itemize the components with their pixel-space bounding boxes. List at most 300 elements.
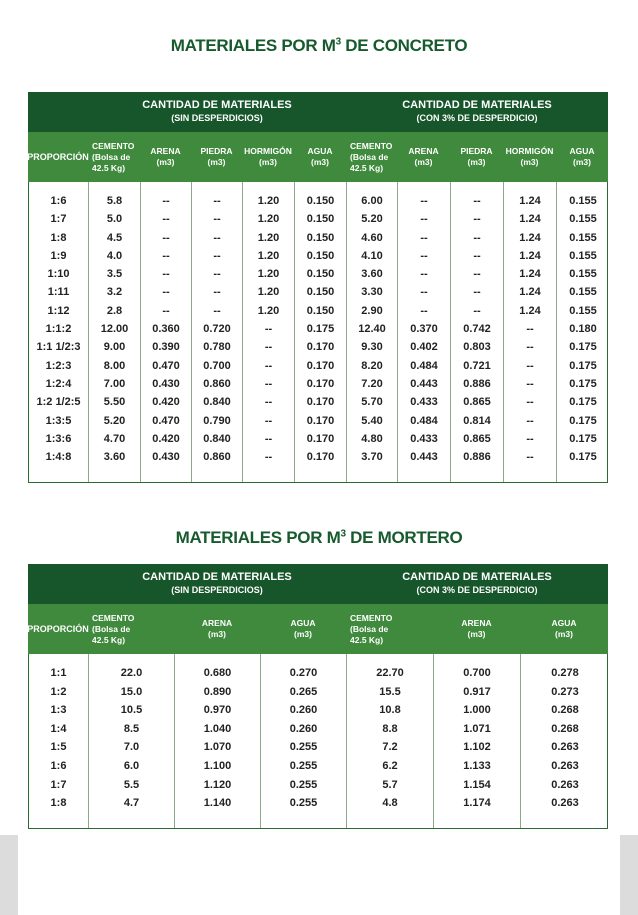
mortero-header-cemento-lines [350,613,392,646]
concreto-cell: 1.24 [519,213,541,226]
concreto-title-tail: DE CONCRETO [340,36,468,55]
concreto-col-agua_con [557,182,609,482]
concreto-cell: -- [420,304,428,317]
mortero-cell: 1.040 [203,722,232,735]
concreto-cell: 0.420 [152,396,180,409]
concreto-cell: 0.433 [410,396,438,409]
concreto-header-agua-line: (m3) [573,157,591,167]
concreto-cell: 0.170 [306,432,335,445]
concreto-cell: 0.402 [410,341,438,354]
concreto-cell: -- [162,249,170,262]
concreto-cell: 0.170 [306,414,335,427]
mortero-header-agua-lines [290,618,315,640]
concreto-cell: 0.790 [203,414,231,427]
concreto-title [0,36,638,56]
mortero-cell: 1:8 [50,797,67,810]
concreto-cell: 0.814 [463,414,491,427]
mortero-header-agua [520,604,608,654]
mortero-cell: 1.000 [463,704,491,717]
mortero-group-sin-title: CANTIDAD DE MATERIALES [142,571,292,583]
concreto-header-agua-line: AGUA [569,146,595,156]
concreto-cell: -- [473,231,481,244]
concreto-cell: 0.150 [306,249,335,262]
concreto-header-piedra [191,132,242,182]
concreto-cell: -- [264,451,273,464]
mortero-header-arena-line: ARENA [201,618,233,628]
concreto-body [28,182,608,483]
concreto-cell: 0.443 [410,377,438,390]
concreto-cell: -- [420,195,428,207]
concreto-cell: 1:1:2 [45,323,72,336]
concreto-cell: 5.8 [106,195,123,207]
concreto-cell: 0.170 [306,377,335,390]
concreto-cell: 3.5 [106,268,123,281]
concreto-cell: 8.20 [361,359,383,372]
concreto-header-arena [397,132,450,182]
concreto-cell: 0.170 [306,341,335,354]
mortero-cell: 4.7 [123,797,140,810]
concreto-cell: 0.155 [569,195,597,207]
concreto-cell: 1:2:4 [45,377,72,390]
concreto-cell: 12.40 [358,323,386,336]
mortero-col-proporcion [29,654,89,828]
concreto-cell: 1.24 [519,268,541,281]
concreto-cell: -- [420,249,428,262]
concreto-cell: 1.24 [519,231,541,244]
concreto-cell: 1.20 [257,249,280,262]
concreto-cell: 0.175 [569,341,597,354]
concreto-cell: -- [526,341,534,354]
mortero-cell: 5.7 [382,778,398,791]
concreto-cell: 0.780 [203,341,231,354]
mortero-cell: 10.8 [379,704,401,717]
concreto-group-sin [88,92,346,132]
mortero-group-header [28,564,608,604]
mortero-group-con-title: CANTIDAD DE MATERIALES [402,571,552,583]
concreto-cell: -- [264,323,273,336]
mortero-header-cemento-line: (Bolsa de [92,623,131,634]
concreto-cell: 9.30 [361,341,383,354]
concreto-header-hormigon-line: (m3) [259,157,277,167]
concreto-header-hormigon [242,132,294,182]
mortero-header-arena [433,604,520,654]
mortero-cell: 1.070 [203,741,232,754]
concreto-cell: 0.886 [463,377,491,390]
concreto-header-hormigon-lines [506,146,554,168]
concreto-cell: 1:3:6 [45,432,72,445]
concreto-cell: -- [473,268,481,281]
concreto-cell: 0.484 [410,414,438,427]
concreto-header-arena-line: ARENA [408,146,439,156]
concreto-cell: 4.60 [361,231,383,244]
concreto-cell: 8.00 [103,359,126,372]
concreto-cell: -- [264,414,273,427]
mortero-col-agua_sin [261,654,347,828]
concreto-header-piedra-line: (m3) [207,157,226,167]
concreto-cell: -- [264,432,273,445]
mortero-cell: 1:4 [50,722,67,735]
concreto-cell: -- [213,213,221,226]
concreto-cell: 1.24 [519,286,541,299]
concreto-cell: 0.175 [569,377,597,390]
mortero-cell: 6.0 [123,759,140,772]
mortero-cell: 1:1 [50,667,67,679]
concreto-cell: 2.90 [361,304,383,317]
mortero-cell: 15.5 [379,685,401,698]
concreto-cell: 3.70 [361,451,383,464]
concreto-header-hormigon-line: HORMIGÓN [505,146,554,156]
mortero-cell: 0.268 [551,722,579,735]
mortero-col-cemento_sin [89,654,175,828]
concreto-cell: 0.840 [203,432,231,445]
concreto-cell: 0.155 [569,213,597,226]
concreto-cell: 6.00 [361,195,383,207]
concreto-cell: 0.155 [569,231,597,244]
mortero-title-tail: DE MORTERO [345,528,463,547]
concreto-cell: -- [162,268,170,281]
mortero-header-cemento-line: (Bolsa de [350,623,389,634]
concreto-header-cemento [346,132,397,182]
concreto-cell: 1:11 [47,286,70,299]
concreto-cell: -- [213,231,221,244]
concreto-cell: -- [213,304,221,317]
concreto-header-cemento-line: CEMENTO [350,140,393,151]
concreto-cell: 1.24 [519,249,541,262]
mortero-cell: 1.154 [463,778,491,791]
concreto-cell: -- [420,213,428,226]
mortero-cell: 1.140 [203,797,232,810]
concreto-cell: 3.30 [361,286,383,299]
concreto-cell: 1.20 [257,304,280,317]
left-edge-bar [0,835,18,915]
concreto-col-arena_sin [141,182,192,482]
concreto-header-hormigon-line: HORMIGÓN [244,146,292,156]
concreto-cell: -- [264,341,273,354]
concreto-cell: -- [264,396,273,409]
concreto-cell: 0.430 [152,377,180,390]
concreto-cell: -- [213,268,221,281]
concreto-cell: 0.170 [306,451,335,464]
mortero-column-header [28,604,608,654]
concreto-header-agua [556,132,608,182]
mortero-table [28,564,608,829]
concreto-cell: 0.155 [569,249,597,262]
concreto-group-sin-subtitle: (SIN DESPERDICIOS) [171,113,263,123]
concreto-cell: 0.175 [569,359,597,372]
concreto-header-cemento-line: 42.5 Kg) [350,162,384,173]
concreto-header-arena-lines [150,146,180,168]
mortero-cell: 0.263 [551,741,579,754]
concreto-cell: 0.886 [463,451,491,464]
concreto-cell: -- [162,286,170,299]
concreto-cell: 12.00 [100,323,129,336]
mortero-header-cemento [346,604,433,654]
mortero-cell: 0.260 [289,704,318,717]
mortero-cell: 0.260 [289,722,318,735]
concreto-cell: -- [264,377,273,390]
concreto-col-hormigon_con [504,182,557,482]
concreto-cell: 0.484 [410,359,438,372]
concreto-cell: 0.170 [306,396,335,409]
concreto-header-cemento-line: (Bolsa de [92,151,131,162]
concreto-cell: 4.5 [106,231,123,244]
mortero-col-arena_con [434,654,521,828]
concreto-cell: 1.20 [257,231,280,244]
mortero-group-con-subtitle: (CON 3% DE DESPERDICIO) [416,585,538,595]
concreto-cell: 1:1 1/2:3 [36,341,81,354]
mortero-cell: 0.278 [551,667,579,679]
mortero-cell: 1:6 [50,759,67,772]
concreto-cell: 5.20 [361,213,383,226]
concreto-cell: 5.0 [106,213,123,226]
concreto-cell: 0.865 [463,396,491,409]
concreto-cell: 0.155 [569,268,597,281]
concreto-cell: 7.00 [103,377,126,390]
concreto-cell: 0.860 [203,377,231,390]
concreto-cell: -- [213,286,221,299]
mortero-header-cemento-line: CEMENTO [92,612,135,623]
right-edge-bar [620,835,638,915]
concreto-cell: 1:12 [47,304,70,317]
concreto-cell: 4.80 [361,432,383,445]
concreto-col-piedra_con [451,182,504,482]
concreto-cell: 0.420 [152,432,180,445]
concreto-cell: 1.20 [257,195,280,207]
concreto-cell: -- [420,268,428,281]
concreto-col-cemento_con [347,182,398,482]
concreto-header-piedra-line: (m3) [467,157,486,167]
concreto-cell: 4.10 [361,249,383,262]
mortero-cell: 0.970 [203,704,232,717]
concreto-cell: -- [213,249,221,262]
concreto-group-con-subtitle: (CON 3% DE DESPERDICIO) [416,113,538,123]
concreto-header-piedra-line: PIEDRA [460,146,493,156]
concreto-cell: -- [420,286,428,299]
concreto-cell: 1:2 1/2:5 [36,396,81,409]
mortero-body [28,654,608,829]
mortero-cell: 0.680 [203,667,232,679]
concreto-table [28,92,608,483]
concreto-header-cemento [88,132,140,182]
mortero-cell: 0.700 [463,667,491,679]
concreto-header-cemento-line: CEMENTO [92,140,135,151]
concreto-cell: -- [162,213,170,226]
concreto-cell: -- [526,451,534,464]
concreto-header-agua-lines [569,146,594,168]
mortero-cell: 0.890 [203,685,232,698]
mortero-header-arena [174,604,260,654]
concreto-header-arena-lines [408,146,438,168]
mortero-cell: 1:5 [50,741,67,754]
concreto-header-piedra [450,132,503,182]
concreto-header-arena [140,132,191,182]
mortero-cell: 22.70 [376,667,404,679]
concreto-cell: 1:2:3 [45,359,72,372]
mortero-header-agua-line: (m3) [294,629,312,639]
concreto-header-arena-line: ARENA [150,146,181,156]
concreto-cell: 1.20 [257,286,280,299]
concreto-cell: -- [473,249,481,262]
mortero-cell: 0.263 [551,778,579,791]
concreto-header-piedra-line: PIEDRA [200,146,233,156]
concreto-cell: 1:7 [50,213,67,226]
mortero-header-proporcion: PROPORCIÓN [27,624,89,634]
mortero-cell: 0.270 [289,667,318,679]
mortero-title [0,528,638,548]
concreto-cell: 1:8 [50,231,67,244]
concreto-cell: 5.70 [361,396,383,409]
concreto-header-arena-line: (m3) [414,157,433,167]
mortero-header-agua [260,604,346,654]
mortero-cell: 0.263 [551,797,579,810]
mortero-cell: 22.0 [120,667,143,679]
concreto-cell: 1.20 [257,268,280,281]
mortero-group-sin-subtitle: (SIN DESPERDICIOS) [171,585,263,595]
concreto-cell: 0.370 [410,323,438,336]
mortero-header-cemento-line: CEMENTO [350,612,393,623]
concreto-cell: 0.175 [569,451,597,464]
concreto-cell: 0.840 [203,396,231,409]
concreto-cell: 1:6 [50,195,67,207]
concreto-header-agua-line: AGUA [307,146,333,156]
mortero-group-con [346,564,608,604]
concreto-header-cemento-line: 42.5 Kg) [92,162,126,173]
concreto-header-piedra-lines [460,146,492,168]
concreto-cell: 0.860 [203,451,231,464]
concreto-cell: -- [264,359,273,372]
concreto-cell: 0.700 [203,359,231,372]
concreto-cell: 0.150 [306,304,335,317]
concreto-cell: 4.70 [103,432,126,445]
concreto-col-hormigon_sin [243,182,295,482]
concreto-cell: 0.155 [569,286,597,299]
mortero-cell: 5.5 [123,778,140,791]
mortero-header-arena-line: (m3) [467,629,486,639]
concreto-cell: -- [162,231,170,244]
concreto-cell: 5.20 [103,414,126,427]
mortero-header-agua-lines [551,618,576,640]
concreto-cell: 1:10 [47,268,70,281]
concreto-header-hormigon-lines [244,146,292,168]
mortero-col-cemento_con [347,654,434,828]
concreto-cell: 0.360 [152,323,180,336]
concreto-col-proporcion [29,182,89,482]
concreto-cell: -- [526,359,534,372]
concreto-header-agua [294,132,346,182]
concreto-cell: 0.150 [306,231,335,244]
concreto-cell: 0.175 [569,396,597,409]
concreto-cell: 0.175 [306,323,335,336]
mortero-title-text: MATERIALES POR M [175,528,341,547]
concreto-cell: 5.50 [103,396,126,409]
concreto-cell: -- [473,304,481,317]
concreto-cell: 7.20 [361,377,383,390]
concreto-header-proporcion: PROPORCIÓN [27,152,89,162]
concreto-column-header [28,132,608,182]
concreto-group-header [28,92,608,132]
mortero-cell: 8.5 [123,722,140,735]
mortero-cell: 0.263 [551,759,579,772]
mortero-cell: 1:7 [50,778,67,791]
concreto-cell: 0.150 [306,268,335,281]
mortero-header-cemento-lines [92,613,134,646]
concreto-cell: 0.175 [569,432,597,445]
mortero-cell: 0.255 [289,778,318,791]
concreto-cell: 1:9 [50,249,67,262]
mortero-cell: 1:2 [50,685,67,698]
concreto-header-cemento-lines [350,141,392,174]
concreto-col-arena_con [398,182,451,482]
mortero-header-agua-line: (m3) [555,629,573,639]
mortero-cell: 0.265 [289,685,318,698]
mortero-header-cemento-line: 42.5 Kg) [350,634,384,645]
concreto-cell: 0.720 [203,323,231,336]
concreto-header-hormigon [503,132,556,182]
concreto-cell: 1:4:8 [45,451,72,464]
concreto-cell: 0.865 [463,432,491,445]
mortero-cell: 0.255 [289,797,318,810]
mortero-cell: 1:3 [50,704,67,717]
concreto-cell: -- [526,377,534,390]
concreto-cell: 0.443 [410,451,438,464]
mortero-cell: 15.0 [120,685,143,698]
concreto-group-con-title: CANTIDAD DE MATERIALES [402,99,552,111]
concreto-title-text: MATERIALES POR M [170,36,336,55]
concreto-col-piedra_sin [192,182,243,482]
mortero-cell: 0.255 [289,759,318,772]
concreto-header-hormigon-line: (m3) [520,157,539,167]
concreto-cell: -- [473,286,481,299]
concreto-cell: 0.175 [569,414,597,427]
concreto-cell: -- [162,195,170,207]
mortero-cell: 0.268 [551,704,579,717]
concreto-cell: 1.24 [519,195,541,207]
concreto-cell: 0.433 [410,432,438,445]
concreto-cell: -- [213,195,221,207]
concreto-title-sup: 3 [335,36,341,48]
concreto-cell: 0.155 [569,304,597,317]
mortero-cell: 7.2 [382,741,398,754]
concreto-header-cemento-lines [92,141,134,174]
mortero-cell: 1.120 [203,778,232,791]
concreto-cell: -- [526,414,534,427]
mortero-header-cemento [88,604,174,654]
concreto-cell: 0.390 [152,341,180,354]
concreto-cell: 4.0 [106,249,123,262]
concreto-cell: 0.721 [463,359,491,372]
concreto-cell: 0.430 [152,451,180,464]
concreto-cell: 0.150 [306,195,335,207]
concreto-cell: -- [420,231,428,244]
mortero-cell: 4.8 [382,797,398,810]
mortero-group-sin [88,564,346,604]
mortero-header-arena-line: (m3) [208,629,226,639]
concreto-cell: 0.170 [306,359,335,372]
concreto-col-agua_sin [295,182,347,482]
mortero-cell: 1.174 [463,797,491,810]
mortero-header-cemento-line: 42.5 Kg) [92,634,126,645]
concreto-cell: 3.60 [361,268,383,281]
mortero-header-arena-lines [461,618,491,640]
concreto-cell: 0.150 [306,286,335,299]
concreto-header-agua-line: (m3) [311,157,329,167]
mortero-header-arena-lines [202,618,232,640]
mortero-cell: 1.102 [463,741,491,754]
concreto-cell: -- [526,432,534,445]
concreto-cell: 1.20 [257,213,280,226]
concreto-cell: 1.24 [519,304,541,317]
concreto-cell: -- [526,396,534,409]
